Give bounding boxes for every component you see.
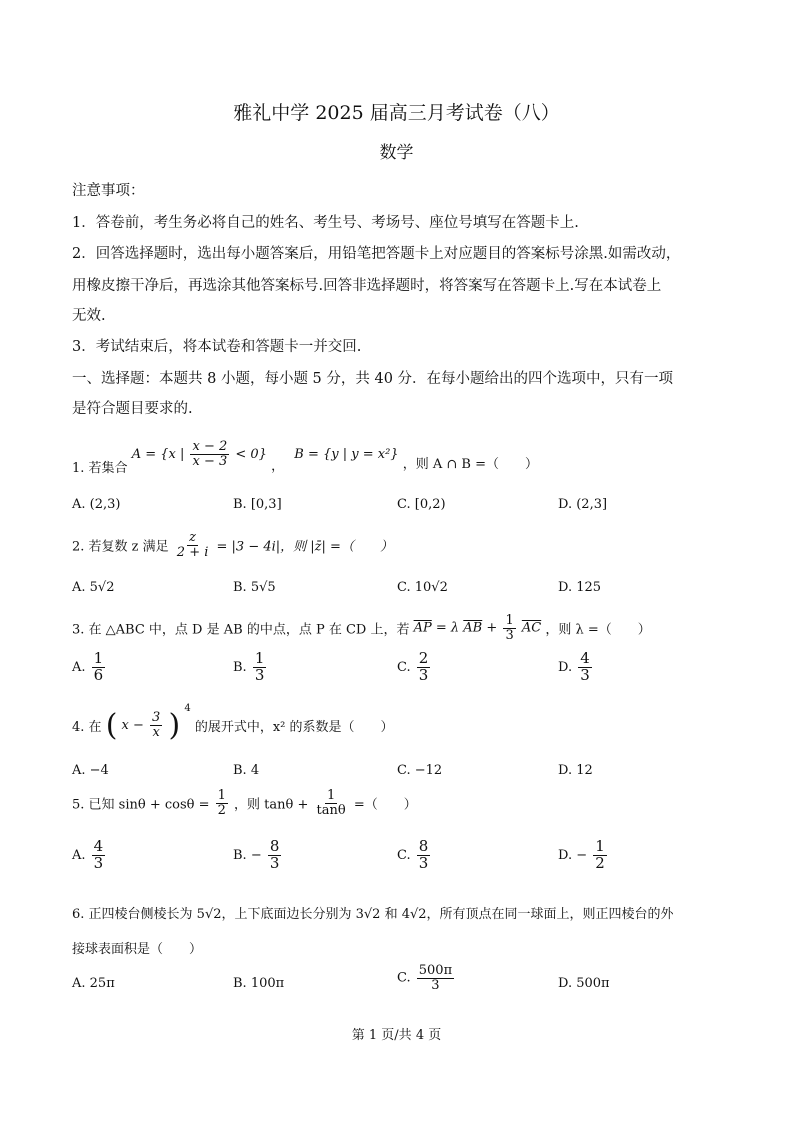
notice-item-2-line1: 2．回答选择题时，选出每小题答案后，用铅笔把答题卡上对应题目的答案标号涂黑.如需改动，: [72, 246, 681, 262]
q5-mid: ，则 tanθ +: [234, 797, 309, 813]
q3-frac-num: 1: [505, 613, 514, 628]
q3-option-d-den: 3: [580, 665, 590, 684]
q1-comma: ，: [271, 458, 285, 474]
q3-option-c-den: 3: [418, 665, 429, 684]
q5-option-d-den: 2: [595, 853, 605, 872]
q4-option-b[interactable]: B. 4: [233, 763, 260, 778]
q6-option-c[interactable]: [397, 964, 456, 992]
section-1-line1: 一、选择题：本题共 8 小题，每小题 5 分，共 40 分．在每小题给出的四个选项中，只有一项: [72, 371, 674, 387]
q3-option-c-label: C.: [397, 659, 411, 675]
q5-option-c-label: C.: [397, 847, 411, 863]
section-1-line2: 是符合题目要求的.: [72, 401, 193, 417]
q5-option-d-label: D.: [558, 847, 573, 863]
q2-option-b[interactable]: B. 5√5: [233, 580, 276, 595]
q3-plus: +: [486, 620, 498, 636]
q3-option-a-den: 6: [93, 665, 104, 684]
q5-option-b-fraction: [268, 839, 282, 872]
notice-heading: 注意事项：: [72, 183, 145, 199]
q1-set-a-left: A = {x |: [131, 446, 189, 462]
q2-num: z: [189, 530, 197, 545]
q5-frac1-den: 2: [217, 802, 226, 818]
q3-option-d[interactable]: [558, 651, 594, 684]
q1-prefix: 1. 若集合: [72, 460, 128, 476]
q3-option-b-den: 3: [254, 665, 265, 684]
q4-inner-x: x −: [121, 718, 144, 733]
q3-option-b-label: B.: [233, 659, 247, 675]
q5-option-d-fraction: [593, 839, 607, 872]
q1-option-c[interactable]: C. [0,2): [397, 497, 446, 512]
question-5: [72, 789, 417, 817]
q4-option-c[interactable]: C. −12: [397, 763, 443, 778]
q5-fraction-2: [315, 789, 348, 817]
q1-set-a-den: x − 3: [192, 453, 228, 469]
q3-text-1: 3. 在 △ABC 中，点 D 是 AB 的中点，点 P 在 CD 上，若: [72, 622, 410, 638]
q2-den: 2 + i: [176, 544, 209, 560]
question-6-line1: 6. 正四棱台侧棱长为 5√2，上下底面边长分别为 3√2 和 4√2，所有顶点在同一球面上，则正四棱台的外: [72, 907, 674, 922]
q5-rest: =（ ）: [353, 797, 417, 813]
q5-option-d-num: 1: [595, 837, 605, 855]
q4-prefix: 4. 在: [72, 720, 102, 735]
q4-open-paren: (: [105, 708, 118, 743]
q6-option-c-fraction: [417, 964, 454, 992]
question-1: [72, 439, 538, 476]
q3-frac-den: 3: [505, 627, 514, 643]
q4-close-paren: ): [168, 708, 181, 743]
q3-vector-ab: $\overline{AB}$: [463, 620, 483, 636]
q5-option-b-label: B.: [233, 847, 247, 863]
q3-vector-ac: $\overline{AC}$: [521, 620, 542, 636]
q1-option-a[interactable]: A. (2,3): [72, 497, 121, 512]
q3-option-d-num: 4: [580, 649, 590, 667]
q2-fraction: [175, 531, 211, 559]
q1-set-a-right: < 0}: [235, 446, 267, 462]
q5-option-b[interactable]: [233, 839, 283, 872]
q6-option-c-label: C.: [397, 970, 411, 986]
q3-option-c-num: 2: [418, 649, 429, 667]
q4-frac-num: 3: [152, 710, 161, 726]
q6-option-c-den: 3: [431, 977, 440, 993]
q4-power: 4: [184, 703, 191, 714]
question-3: [72, 614, 651, 642]
q3-option-a-label: A.: [72, 659, 86, 675]
q3-vector-ap: $\overline{AP}$: [413, 620, 432, 636]
q5-option-d[interactable]: [558, 839, 609, 872]
notice-item-2-line3: 无效.: [72, 308, 106, 324]
subject-title: 数学: [379, 143, 414, 163]
q5-frac2-den: tanθ: [316, 802, 346, 818]
question-6-line2: 接球表面积是（ ）: [72, 942, 203, 957]
q1-ask: ，则 A ∩ B =（ ）: [402, 456, 538, 472]
q5-option-c-fraction: [417, 839, 431, 872]
notice-item-1: 1．答卷前，考生务必将自己的姓名、考生号、考场号、座位号填写在答题卡上.: [72, 215, 579, 231]
q1-option-d[interactable]: D. (2,3]: [558, 497, 608, 512]
q5-option-c[interactable]: [397, 839, 432, 872]
q6-option-a[interactable]: A. 25π: [72, 976, 115, 991]
q3-fraction: [503, 614, 515, 642]
exam-title: 雅礼中学 2025 届高三月考试卷（八）: [233, 102, 560, 124]
q4-option-a[interactable]: A. −4: [72, 763, 109, 778]
q1-set-a-fraction: [190, 440, 229, 468]
q1-set-b: B = {y | y = x²}: [294, 446, 399, 462]
q4-rest: 的展开式中，x² 的系数是（ ）: [194, 720, 394, 735]
q2-prefix: 2. 若复数 z 满足: [72, 539, 169, 555]
q2-option-c[interactable]: C. 10√2: [397, 580, 448, 595]
q3-option-d-label: D.: [558, 659, 573, 675]
q6-option-c-num: 500π: [418, 963, 453, 978]
q5-option-b-den: 3: [269, 853, 280, 872]
q5-option-a-den: 3: [93, 853, 104, 872]
question-4: [72, 703, 394, 743]
q5-option-a-num: 4: [93, 837, 104, 855]
q4-frac-den: x: [152, 725, 160, 740]
notice-item-2-line2: 用橡皮擦干净后，再选涂其他答案标号.回答非选择题时，将答案写在答题卡上.写在本试卷上: [72, 278, 662, 294]
q1-option-b[interactable]: B. [0,3]: [233, 497, 282, 512]
q5-prefix: 5. 已知 sinθ + cosθ =: [72, 797, 210, 813]
q3-option-c-fraction: [417, 651, 431, 684]
q5-option-d-sign: −: [576, 847, 588, 863]
q2-rest: = |3 − 4i|，则 |z̄| =（ ）: [216, 539, 393, 555]
q5-frac2-num: 1: [326, 788, 336, 803]
q5-frac1-num: 1: [217, 788, 226, 803]
q5-option-b-num: 8: [269, 837, 280, 855]
page-footer: 第 1 页/共 4 页: [351, 1028, 442, 1043]
q3-option-b-num: 1: [254, 649, 265, 667]
q2-option-a[interactable]: A. 5√2: [72, 580, 115, 595]
q3-option-b-fraction: [253, 651, 267, 684]
q5-option-b-sign: −: [250, 847, 262, 863]
q1-set-a-num: x − 2: [192, 439, 228, 454]
q4-option-d[interactable]: D. 12: [558, 763, 593, 778]
q5-fraction-1: [216, 789, 228, 817]
q5-option-c-den: 3: [418, 853, 429, 872]
question-2: [72, 531, 393, 559]
q6-option-d[interactable]: D. 500π: [558, 976, 610, 991]
q2-option-d[interactable]: D. 125: [558, 580, 602, 595]
q3-option-a-num: 1: [93, 649, 104, 667]
q3-text-2: ，则 λ =（ ）: [545, 622, 651, 638]
q6-option-b[interactable]: B. 100π: [233, 976, 285, 991]
q3-option-a[interactable]: [72, 651, 107, 684]
q1-set-a: [131, 439, 271, 469]
q3-option-d-fraction: [578, 651, 592, 684]
q5-option-a[interactable]: [72, 839, 107, 872]
q5-option-c-num: 8: [418, 837, 429, 855]
q4-fraction: [150, 711, 162, 739]
q5-option-a-fraction: [92, 839, 106, 872]
q3-option-c[interactable]: [397, 651, 432, 684]
q3-option-a-fraction: [92, 651, 106, 684]
q3-option-b[interactable]: [233, 651, 268, 684]
q5-option-a-label: A.: [72, 847, 86, 863]
notice-item-3: 3．考试结束后，将本试卷和答题卡一并交回.: [72, 339, 362, 355]
q3-eq-lambda: = λ: [435, 620, 460, 636]
